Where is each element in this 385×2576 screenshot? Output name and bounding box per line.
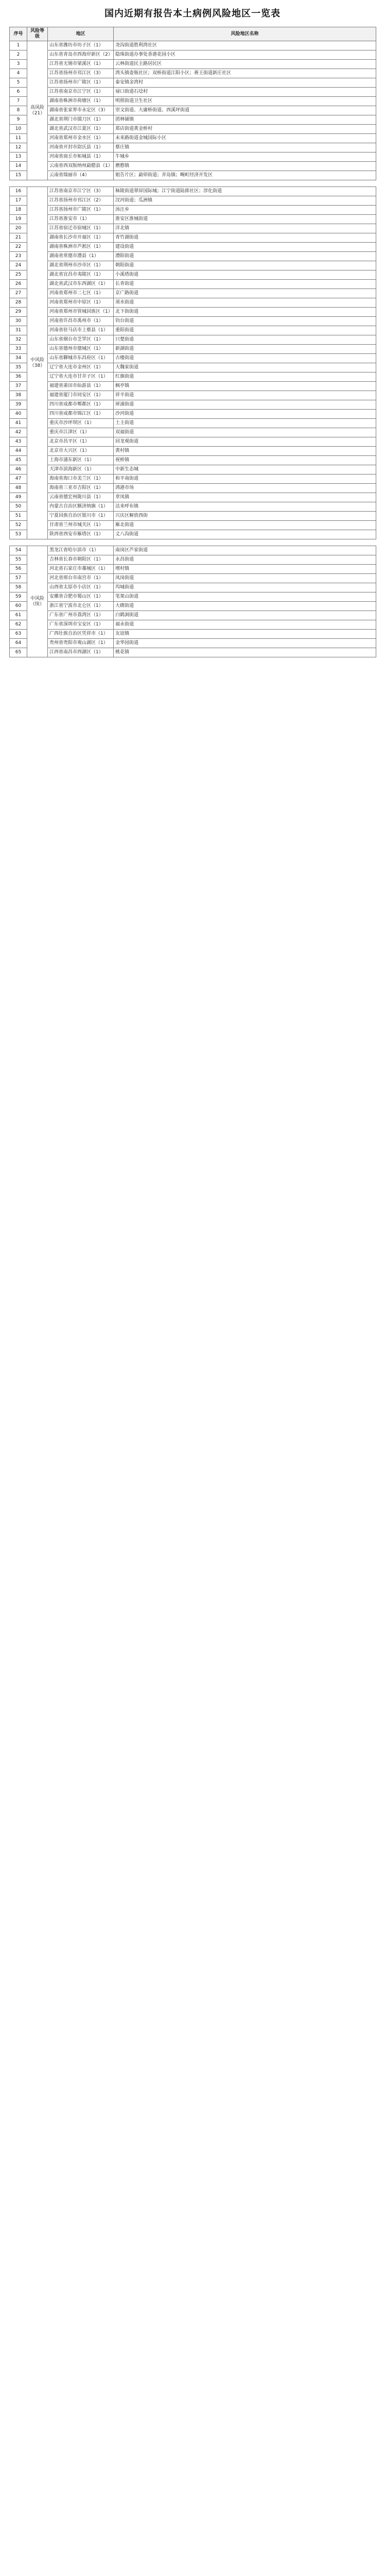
cell-region: 广东省广州市荔湾区（1） <box>48 611 114 620</box>
cell-area: 章凤镇 <box>114 493 376 502</box>
cell-area: 土主街道 <box>114 419 376 428</box>
header-risk-level: 风险等级 <box>27 27 48 41</box>
cell-area: 大魏家街道 <box>114 363 376 372</box>
cell-region: 湖北省荆州市沙市区（1） <box>48 261 114 270</box>
cell-region: 海南省海口市美兰区（1） <box>48 474 114 484</box>
cell-region: 上海市浦东新区（1） <box>48 456 114 465</box>
table-row <box>10 574 376 583</box>
cell-region: 辽宁省大连市甘井子区（1） <box>48 372 114 382</box>
table-row <box>10 171 376 180</box>
cell-number: 35 <box>10 363 27 372</box>
table-row <box>10 583 376 592</box>
cell-region: 河北省邢台市南宫市（1） <box>48 574 114 583</box>
table-row <box>10 261 376 270</box>
header-region: 地区 <box>48 27 114 41</box>
cell-area: 只楚街道 <box>114 335 376 345</box>
cell-area: 姐告片区；勐卯街道；弄岛镇；畹町经济开发区 <box>114 171 376 180</box>
cell-region: 江苏省淮安市（1） <box>48 215 114 224</box>
cell-region: 云南省德宏州陇川县（1） <box>48 493 114 502</box>
cell-area: 尧沟街道胜利湾社区 <box>114 41 376 50</box>
cell-number: 3 <box>10 60 27 69</box>
cell-region: 宁夏回族自治区银川市（1） <box>48 512 114 521</box>
table-row <box>10 592 376 602</box>
cell-area: 凤岗街道 <box>114 574 376 583</box>
table-row <box>10 308 376 317</box>
cell-area: 洋北镇 <box>114 224 376 233</box>
table-row <box>10 125 376 134</box>
cell-number: 28 <box>10 298 27 308</box>
cell-region: 安徽省合肥市蜀山区（1） <box>48 592 114 602</box>
table-row <box>10 162 376 171</box>
cell-number: 41 <box>10 419 27 428</box>
cell-number: 61 <box>10 611 27 620</box>
document-title: 国内近期有报告本土病例风险地区一览表 <box>104 8 281 19</box>
table-row <box>10 134 376 143</box>
table-row <box>10 298 376 308</box>
table-row <box>10 611 376 620</box>
table-row <box>10 289 376 298</box>
cell-area: 祝桥镇 <box>114 456 376 465</box>
cell-area: 郑店街道黄金桥村 <box>114 125 376 134</box>
cell-number: 34 <box>10 354 27 363</box>
cell-area: 建设街道 <box>114 243 376 252</box>
cell-number: 42 <box>10 428 27 437</box>
table-row <box>10 639 376 648</box>
cell-area: 双福街道 <box>114 428 376 437</box>
table-row <box>10 447 376 456</box>
cell-number: 26 <box>10 280 27 289</box>
cell-area: 长青街道 <box>114 280 376 289</box>
cell-region: 江苏省无锡市梁溪区（1） <box>48 60 114 69</box>
cell-area: 桃花镇 <box>114 648 376 657</box>
cell-area: 京广路街道 <box>114 289 376 298</box>
cell-region: 内蒙古自治区额济纳旗（1） <box>48 502 114 512</box>
cell-number: 2 <box>10 50 27 60</box>
cell-area: 团林铺镇 <box>114 115 376 125</box>
group-separator <box>10 539 376 546</box>
table-row <box>10 196 376 206</box>
cell-number: 54 <box>10 546 27 555</box>
cell-area: 雁北街道 <box>114 521 376 530</box>
cell-region: 江苏省扬州市邗江区（3） <box>48 69 114 78</box>
cell-number: 63 <box>10 630 27 639</box>
cell-area: 蔡庄镇 <box>114 143 376 152</box>
cell-number: 39 <box>10 400 27 410</box>
cell-area: 丈八沟街道 <box>114 530 376 539</box>
table-row <box>10 335 376 345</box>
cell-number: 60 <box>10 602 27 611</box>
cell-region: 江西省南昌市西湖区（1） <box>48 648 114 657</box>
group-separator <box>10 180 376 187</box>
cell-area: 秣陵街道翠屏国际城；江宁街道陆郎社区；淳化街道 <box>114 187 376 196</box>
cell-area: 福永街道 <box>114 620 376 630</box>
cell-number: 18 <box>10 206 27 215</box>
cell-area: 隐珠街道办事处香港花园小区 <box>114 50 376 60</box>
cell-region: 北京市昌平区（1） <box>48 437 114 447</box>
table-row <box>10 602 376 611</box>
cell-number: 9 <box>10 115 27 125</box>
cell-number: 23 <box>10 252 27 261</box>
table-row <box>10 115 376 125</box>
cell-region: 山西省太原市小店区（1） <box>48 583 114 592</box>
cell-region: 浙江省宁波市北仑区（1） <box>48 602 114 611</box>
table-row <box>10 648 376 657</box>
cell-region: 河南省商丘市柘城县（1） <box>48 152 114 162</box>
table-row <box>10 206 376 215</box>
cell-number: 31 <box>10 326 27 335</box>
cell-number: 58 <box>10 583 27 592</box>
table-row <box>10 41 376 50</box>
cell-region: 河南省许昌市禹州市（1） <box>48 317 114 326</box>
table-row <box>10 69 376 78</box>
table-row <box>10 215 376 224</box>
table-row <box>10 474 376 484</box>
cell-number: 15 <box>10 171 27 180</box>
cell-area: 大碶街道 <box>114 602 376 611</box>
table-row <box>10 630 376 639</box>
cell-region: 辽宁省大连市金州区（1） <box>48 363 114 372</box>
cell-region: 云南省西双版纳州勐腊县（1） <box>48 162 114 171</box>
table-row <box>10 493 376 502</box>
cell-region: 山东省潍坊市坊子区（1） <box>48 41 114 50</box>
table-row <box>10 565 376 574</box>
cell-number: 47 <box>10 474 27 484</box>
table-row <box>10 143 376 152</box>
cell-number: 11 <box>10 134 27 143</box>
cell-area: 小溪塔街道 <box>114 270 376 280</box>
cell-region: 河南省开封市尉氏县（1） <box>48 143 114 152</box>
cell-number: 55 <box>10 555 27 565</box>
table-row <box>10 456 376 465</box>
cell-number: 49 <box>10 493 27 502</box>
cell-region: 重庆市江津区（1） <box>48 428 114 437</box>
cell-region: 河南省郑州市金水区（1） <box>48 134 114 143</box>
cell-region: 山东省聊城市东昌府区（1） <box>48 354 114 363</box>
table-row <box>10 372 376 382</box>
cell-number: 44 <box>10 447 27 456</box>
cell-area: 枫亭镇 <box>114 382 376 391</box>
cell-number: 32 <box>10 335 27 345</box>
cell-region: 江苏省南京市江宁区（1） <box>48 88 114 97</box>
cell-region: 湖北省武汉市江夏区（1） <box>48 125 114 134</box>
cell-region: 广西壮族自治区凭祥市（1） <box>48 630 114 639</box>
cell-number: 62 <box>10 620 27 630</box>
table-row <box>10 345 376 354</box>
cell-area: 和平南街道 <box>114 474 376 484</box>
table-row <box>10 233 376 243</box>
cell-number: 4 <box>10 69 27 78</box>
cell-region: 山东省烟台市芝罘区（1） <box>48 335 114 345</box>
table-row <box>10 224 376 233</box>
cell-area: 北下街街道 <box>114 308 376 317</box>
cell-area: 回龙观街道 <box>114 437 376 447</box>
cell-area: 明照街道卫生社区 <box>114 97 376 106</box>
cell-number: 27 <box>10 289 27 298</box>
cell-area: 未来路街道金城国际小区 <box>114 134 376 143</box>
cell-region: 湖南省张家界市永定区（3） <box>48 106 114 115</box>
cell-area: 禄口街道石埝村 <box>114 88 376 97</box>
separator-cell <box>10 539 376 546</box>
cell-area: 兴庆区解放西街 <box>114 512 376 521</box>
table-header-row <box>10 27 376 41</box>
cell-area: 鸿港市场 <box>114 484 376 493</box>
cell-number: 10 <box>10 125 27 134</box>
table-row <box>10 106 376 115</box>
cell-number: 5 <box>10 78 27 88</box>
cell-region: 湖北省荆门市掇刀区（1） <box>48 115 114 125</box>
cell-number: 38 <box>10 391 27 400</box>
cell-number: 29 <box>10 308 27 317</box>
table-row <box>10 326 376 335</box>
cell-number: 19 <box>10 215 27 224</box>
table-row <box>10 484 376 493</box>
cell-area: 汤汪乡 <box>114 206 376 215</box>
cell-region: 湖南省长沙市开福区（1） <box>48 233 114 243</box>
cell-area: 永昌街道 <box>114 555 376 565</box>
cell-area: 友谊镇 <box>114 630 376 639</box>
cell-region: 河南省驻马店市上蔡县（1） <box>48 326 114 335</box>
cell-region: 广东省深圳市宝安区（1） <box>48 620 114 630</box>
cell-region: 江苏省扬州市广陵区（1） <box>48 206 114 215</box>
cell-region: 湖南省株洲市荷塘区（1） <box>48 97 114 106</box>
table-row <box>10 78 376 88</box>
cell-region: 江苏省南京市江宁区（3） <box>48 187 114 196</box>
cell-area: 泰安镇金湾村 <box>114 78 376 88</box>
cell-number: 16 <box>10 187 27 196</box>
risk-area-table <box>9 27 376 657</box>
cell-number: 33 <box>10 345 27 354</box>
cell-risk-level: 中风险（38） <box>27 187 48 539</box>
cell-area: 南岗区芦家街道 <box>114 546 376 555</box>
cell-region: 海南省三亚市吉阳区（1） <box>48 484 114 493</box>
cell-number: 12 <box>10 143 27 152</box>
cell-number: 22 <box>10 243 27 252</box>
cell-region: 四川省成都市郫都区（1） <box>48 400 114 410</box>
table-row <box>10 521 376 530</box>
cell-region: 福建省厦门市同安区（1） <box>48 391 114 400</box>
cell-region: 河南省郑州市二七区（1） <box>48 289 114 298</box>
cell-region: 江苏省宿迁市宿城区（1） <box>48 224 114 233</box>
cell-region: 福建省莆田市仙游县（1） <box>48 382 114 391</box>
table-row <box>10 280 376 289</box>
cell-number: 21 <box>10 233 27 243</box>
cell-region: 湖北省武汉市东西湖区（1） <box>48 280 114 289</box>
cell-area: 湾头镇壶瓶社区；双桥街道江阳小区；蒋王街道新庄社区 <box>114 69 376 78</box>
cell-region: 湖南省株洲市芦淞区（1） <box>48 243 114 252</box>
cell-area: 祥平街道 <box>114 391 376 400</box>
cell-area: 笔架山街道 <box>114 592 376 602</box>
cell-number: 25 <box>10 270 27 280</box>
cell-region: 湖北省宜昌市夷陵区（1） <box>48 270 114 280</box>
document-page <box>0 0 385 670</box>
table-body <box>10 41 376 657</box>
cell-number: 59 <box>10 592 27 602</box>
table-row <box>10 502 376 512</box>
cell-area: 白鹤洞街道 <box>114 611 376 620</box>
table-row <box>10 555 376 565</box>
cell-number: 17 <box>10 196 27 206</box>
table-row <box>10 88 376 97</box>
cell-region: 江苏省扬州市广陵区（1） <box>48 78 114 88</box>
cell-area: 汊河街道；瓜洲镇 <box>114 196 376 206</box>
cell-number: 45 <box>10 456 27 465</box>
cell-region: 山东省青岛市西海岸新区（2） <box>48 50 114 60</box>
cell-number: 6 <box>10 88 27 97</box>
cell-area: 达来呼布镇 <box>114 502 376 512</box>
cell-number: 37 <box>10 382 27 391</box>
cell-area: 钧台街道 <box>114 317 376 326</box>
cell-region: 北京市大兴区（1） <box>48 447 114 456</box>
cell-number: 14 <box>10 162 27 171</box>
cell-number: 51 <box>10 512 27 521</box>
cell-area: 坞城街道 <box>114 583 376 592</box>
table-row <box>10 437 376 447</box>
cell-area: 中新生态城 <box>114 465 376 474</box>
cell-number: 43 <box>10 437 27 447</box>
cell-number: 53 <box>10 530 27 539</box>
cell-area: 淮安区淮城街道 <box>114 215 376 224</box>
cell-region: 吉林省长春市朝阳区（1） <box>48 555 114 565</box>
cell-risk-level: 高风险（21） <box>27 41 48 180</box>
table-row <box>10 410 376 419</box>
cell-region: 山东省德州市德城区（1） <box>48 345 114 354</box>
cell-region: 贵州省贵阳市观山湖区（1） <box>48 639 114 648</box>
cell-area: 云林街道民主路居民区 <box>114 60 376 69</box>
cell-area: 重阳街道 <box>114 326 376 335</box>
cell-number: 57 <box>10 574 27 583</box>
cell-number: 56 <box>10 565 27 574</box>
cell-area: 牛城乡 <box>114 152 376 162</box>
table-row <box>10 354 376 363</box>
cell-area: 古楼街道 <box>114 354 376 363</box>
cell-area: 澧阳街道 <box>114 252 376 261</box>
cell-number: 52 <box>10 521 27 530</box>
table-row <box>10 530 376 539</box>
table-row <box>10 382 376 391</box>
table-row <box>10 512 376 521</box>
cell-region: 四川省成都市锦江区（1） <box>48 410 114 419</box>
cell-area: 黄村镇 <box>114 447 376 456</box>
table-row <box>10 187 376 196</box>
cell-area: 沙河街道 <box>114 410 376 419</box>
table-row <box>10 243 376 252</box>
cell-region: 江苏省扬州市邗江区（2） <box>48 196 114 206</box>
table-row <box>10 50 376 60</box>
cell-number: 24 <box>10 261 27 270</box>
cell-region: 黑龙江省哈尔滨市（1） <box>48 546 114 555</box>
header-area: 风险地区名称 <box>114 27 376 41</box>
cell-region: 河南省郑州市管城回族区（1） <box>48 308 114 317</box>
cell-region: 湖南省常德市澧县（1） <box>48 252 114 261</box>
cell-number: 20 <box>10 224 27 233</box>
table-row <box>10 428 376 437</box>
cell-region: 天津市滨海新区（1） <box>48 465 114 474</box>
cell-region: 陕西省西安市雁塔区（1） <box>48 530 114 539</box>
table-row <box>10 620 376 630</box>
cell-region: 云南省瑞丽市（4） <box>48 171 114 180</box>
table-row <box>10 252 376 261</box>
separator-cell <box>10 180 376 187</box>
cell-number: 65 <box>10 648 27 657</box>
table-row <box>10 363 376 372</box>
cell-region: 重庆市沙坪坝区（1） <box>48 419 114 428</box>
cell-number: 40 <box>10 410 27 419</box>
cell-area: 磨憨镇 <box>114 162 376 171</box>
table-row <box>10 419 376 428</box>
cell-risk-level: 中风险（续） <box>27 546 48 657</box>
table-row <box>10 546 376 555</box>
cell-region: 甘肃省兰州市城关区（1） <box>48 521 114 530</box>
cell-area: 犀浦街道 <box>114 400 376 410</box>
cell-area: 增村镇 <box>114 565 376 574</box>
cell-area: 金华园街道 <box>114 639 376 648</box>
cell-number: 36 <box>10 372 27 382</box>
table-row <box>10 317 376 326</box>
cell-area: 红旗街道 <box>114 372 376 382</box>
cell-area: 朝阳街道 <box>114 261 376 270</box>
cell-number: 1 <box>10 41 27 50</box>
table-row <box>10 60 376 69</box>
cell-number: 7 <box>10 97 27 106</box>
table-row <box>10 465 376 474</box>
cell-number: 64 <box>10 639 27 648</box>
cell-area: 青竹湖街道 <box>114 233 376 243</box>
cell-area: 新湖街道 <box>114 345 376 354</box>
cell-area: 崇文街道、大庸桥街道、西溪坪街道 <box>114 106 376 115</box>
cell-number: 13 <box>10 152 27 162</box>
cell-region: 河北省石家庄市藁城区（1） <box>48 565 114 574</box>
cell-number: 30 <box>10 317 27 326</box>
table-row <box>10 97 376 106</box>
cell-number: 50 <box>10 502 27 512</box>
cell-number: 48 <box>10 484 27 493</box>
cell-area: 须水街道 <box>114 298 376 308</box>
table-row <box>10 270 376 280</box>
cell-number: 46 <box>10 465 27 474</box>
table-row <box>10 400 376 410</box>
cell-region: 河南省郑州市中原区（1） <box>48 298 114 308</box>
cell-number: 8 <box>10 106 27 115</box>
table-row <box>10 391 376 400</box>
header-number: 序号 <box>10 27 27 41</box>
table-row <box>10 152 376 162</box>
